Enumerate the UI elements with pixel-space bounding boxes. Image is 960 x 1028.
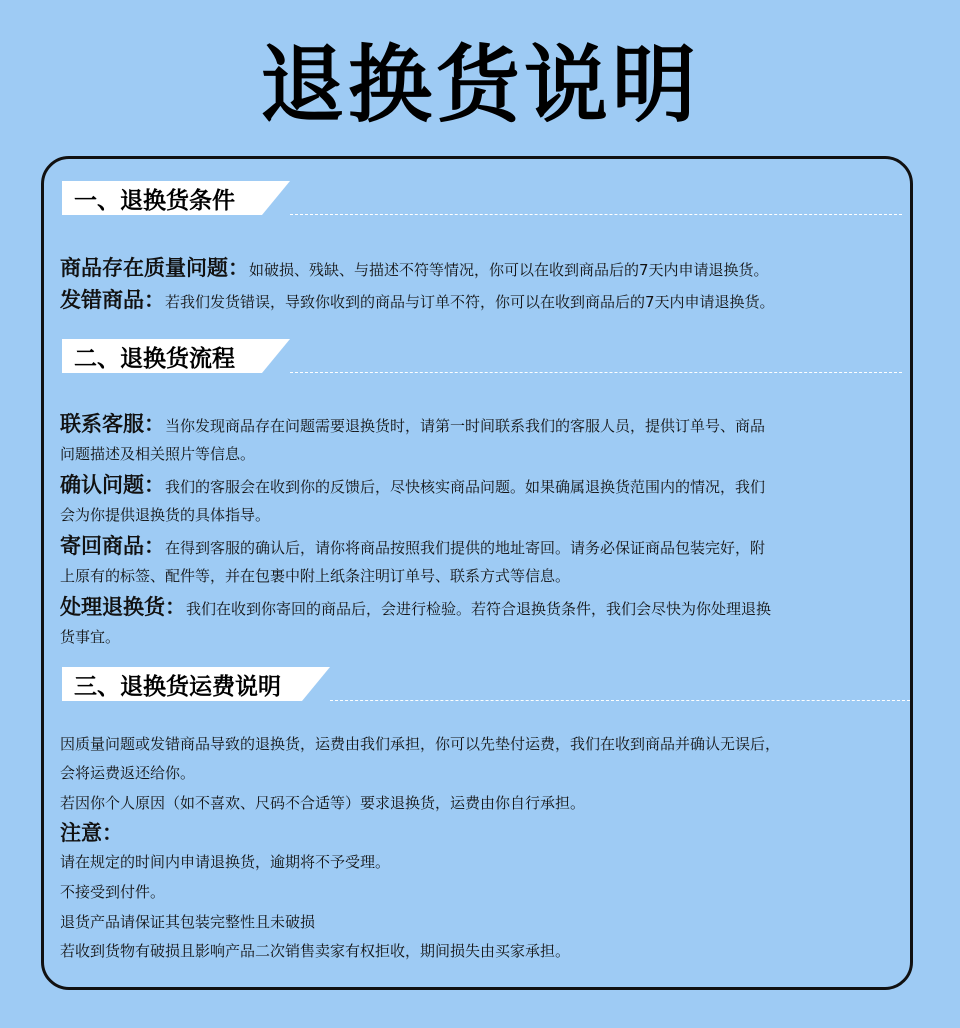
section-header-process <box>62 339 262 373</box>
section-title: 二、退换货流程 <box>62 339 262 373</box>
item-text: 我们的客服会在收到你的反馈后，尽快核实商品问题。如果确属退换货范围内的情况，我们 <box>165 478 766 496</box>
note-item: 若收到货物有破损且影响产品二次销售卖家有权拒收，期间损失由买家承担。 <box>60 942 571 960</box>
note-item: 退货产品请保证其包装完整性且未破损 <box>60 913 316 931</box>
item-text: 当你发现商品存在问题需要退换货时，请第一时间联系我们的客服人员，提供订单号、商品 <box>165 417 766 435</box>
shipping-line: 若因你个人原因（如不喜欢、尺码不合适等）要求退换货，运费由你自行承担。 <box>60 794 586 812</box>
item-text: 在得到客服的确认后，请你将商品按照我们提供的地址寄回。请务必保证商品包装完好，附 <box>165 539 766 557</box>
section-header-conditions <box>62 181 262 215</box>
item-continuation: 会为你提供退换货的具体指导。 <box>60 506 271 524</box>
divider <box>290 372 902 373</box>
section-title: 一、退换货条件 <box>62 181 262 215</box>
item-lead: 商品存在质量问题： <box>60 256 249 280</box>
item-lead: 确认问题： <box>60 473 165 497</box>
item-lead: 联系客服： <box>60 412 165 436</box>
list-item <box>60 591 771 621</box>
note-item: 请在规定的时间内申请退换货，逾期将不予受理。 <box>60 853 391 871</box>
item-lead: 处理退换货： <box>60 595 186 619</box>
list-item <box>60 284 775 314</box>
shipping-line: 因质量问题或发错商品导致的退换货，运费由我们承担，你可以先垫付运费，我们在收到商品并确认无误后， <box>60 735 781 753</box>
list-item <box>60 408 765 438</box>
item-continuation: 上原有的标签、配件等，并在包裹中附上纸条注明订单号、联系方式等信息。 <box>60 567 571 585</box>
shipping-line: 会将运费返还给你。 <box>60 764 196 782</box>
list-item <box>60 530 765 560</box>
section-title: 三、退换货运费说明 <box>62 667 302 701</box>
page-title: 退换货说明 <box>259 36 700 134</box>
divider <box>330 700 910 701</box>
section-header-shipping <box>62 667 302 701</box>
item-text: 我们在收到你寄回的商品后，会进行检验。若符合退换货条件，我们会尽快为你处理退换 <box>186 600 772 618</box>
item-lead: 发错商品： <box>60 288 165 312</box>
list-item <box>60 469 765 499</box>
note-item: 不接受到付件。 <box>60 883 166 901</box>
item-lead: 寄回商品： <box>60 534 165 558</box>
item-continuation: 问题描述及相关照片等信息。 <box>60 445 256 463</box>
item-text: 若我们发货错误，导致你收到的商品与订单不符，你可以在收到商品后的7天内申请退换货。 <box>165 293 775 311</box>
list-item <box>60 252 769 282</box>
note-label: 注意： <box>60 821 123 845</box>
divider <box>290 214 902 215</box>
item-text: 如破损、残缺、与描述不符等情况，你可以在收到商品后的7天内申请退换货。 <box>249 261 769 279</box>
item-continuation: 货事宜。 <box>60 628 121 646</box>
